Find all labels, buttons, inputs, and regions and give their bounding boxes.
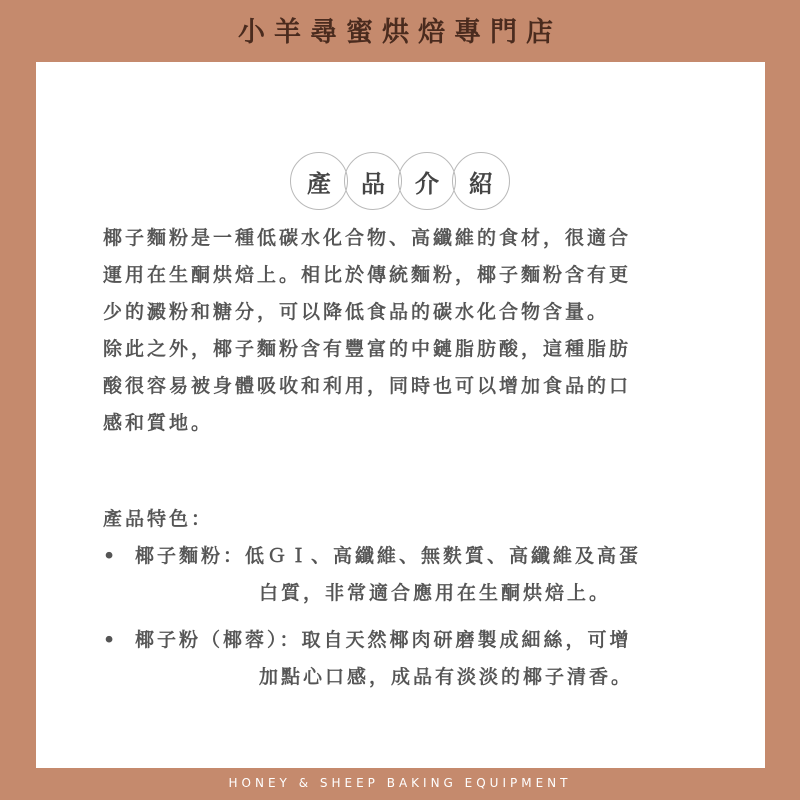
- shop-name: 小羊尋蜜烘焙專門店: [238, 17, 562, 48]
- heading-char: 介: [398, 152, 456, 210]
- heading-char: 品: [344, 152, 402, 210]
- heading-char: 紹: [452, 152, 510, 210]
- heading-char: 產: [290, 152, 348, 210]
- features-title: 產品特色：: [103, 508, 214, 530]
- intro-line: 少的澱粉和糖分，可以降低食品的碳水化合物含量。: [103, 301, 610, 323]
- content-card: [36, 62, 765, 768]
- intro-line: 酸很容易被身體吸收和利用，同時也可以增加食品的口: [103, 375, 632, 397]
- intro-line: 除此之外，椰子麵粉含有豐富的中鏈脂肪酸，這種脂肪: [103, 338, 632, 360]
- intro-line: 運用在生酮烘焙上。相比於傳統麵粉，椰子麵粉含有更: [103, 264, 632, 286]
- feature-line: 加點心口感，成品有淡淡的椰子清香。: [259, 666, 634, 688]
- intro-line: 椰子麵粉是一種低碳水化合物、高纖維的食材，很適合: [103, 227, 632, 249]
- section-heading: [36, 152, 765, 212]
- intro-line: 感和質地。: [103, 412, 214, 434]
- bullet-icon: •: [103, 545, 119, 567]
- feature-line: 椰子粉（椰蓉）：取自天然椰肉研磨製成細絲，可增: [135, 629, 632, 651]
- feature-line: 白質，非常適合應用在生酮烘焙上。: [259, 582, 612, 604]
- intro-paragraph: [103, 220, 713, 442]
- bullet-icon: •: [103, 629, 119, 651]
- feature-line: 椰子麵粉：低ＧＩ、高纖維、無麩質、高纖維及高蛋: [135, 545, 642, 567]
- footer-tagline: HONEY & SHEEP BAKING EQUIPMENT: [228, 776, 572, 790]
